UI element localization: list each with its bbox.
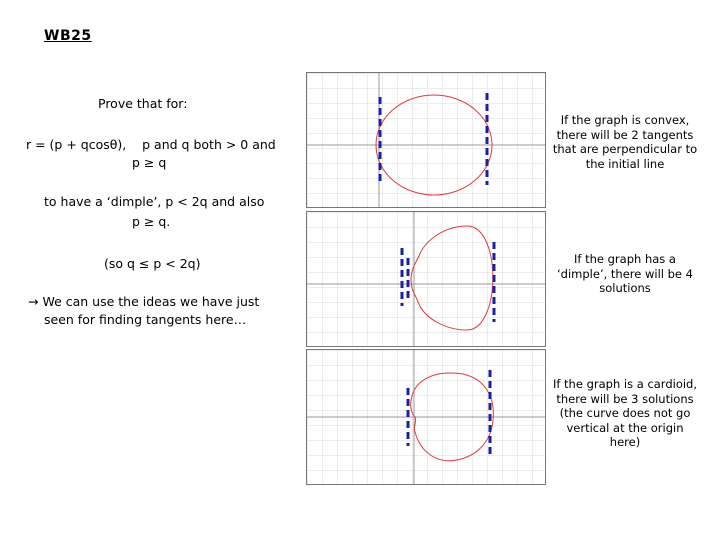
dimple-condition-line-2: p ≥ q. xyxy=(132,214,171,229)
note-convex: If the graph is convex, there will be 2 tangents that are perpendicular to the initial line xyxy=(552,113,698,171)
page-title: WB25 xyxy=(44,28,92,44)
cardioid-curve-plot xyxy=(307,350,545,484)
convex-curve-plot xyxy=(307,73,545,207)
dimple-curve-plot xyxy=(307,212,545,346)
graph-convex xyxy=(306,72,546,208)
note-cardioid: If the graph is a cardioid, there will be 3 solutions (the curve does not go vertical at the origin here) xyxy=(552,377,698,449)
graph-dimple xyxy=(306,211,546,347)
inequality-summary: (so q ≤ p < 2q) xyxy=(104,256,201,271)
tangent-idea-line-1: → We can use the ideas we have just xyxy=(28,294,260,309)
note-dimple: If the graph has a ‘dimple’, there will be 4 solutions xyxy=(557,252,693,295)
dimple-curve xyxy=(411,226,493,330)
equation-line-2: p ≥ q xyxy=(132,155,167,170)
graph-cardioid xyxy=(306,349,546,485)
equation-line-1: r = (p + qcosθ), p and q both > 0 and xyxy=(26,137,276,152)
dimple-condition-line-1: to have a ‘dimple’, p < 2q and also xyxy=(44,194,265,209)
tangent-idea-line-2: seen for finding tangents here… xyxy=(44,312,247,327)
prove-text: Prove that for: xyxy=(98,96,188,111)
